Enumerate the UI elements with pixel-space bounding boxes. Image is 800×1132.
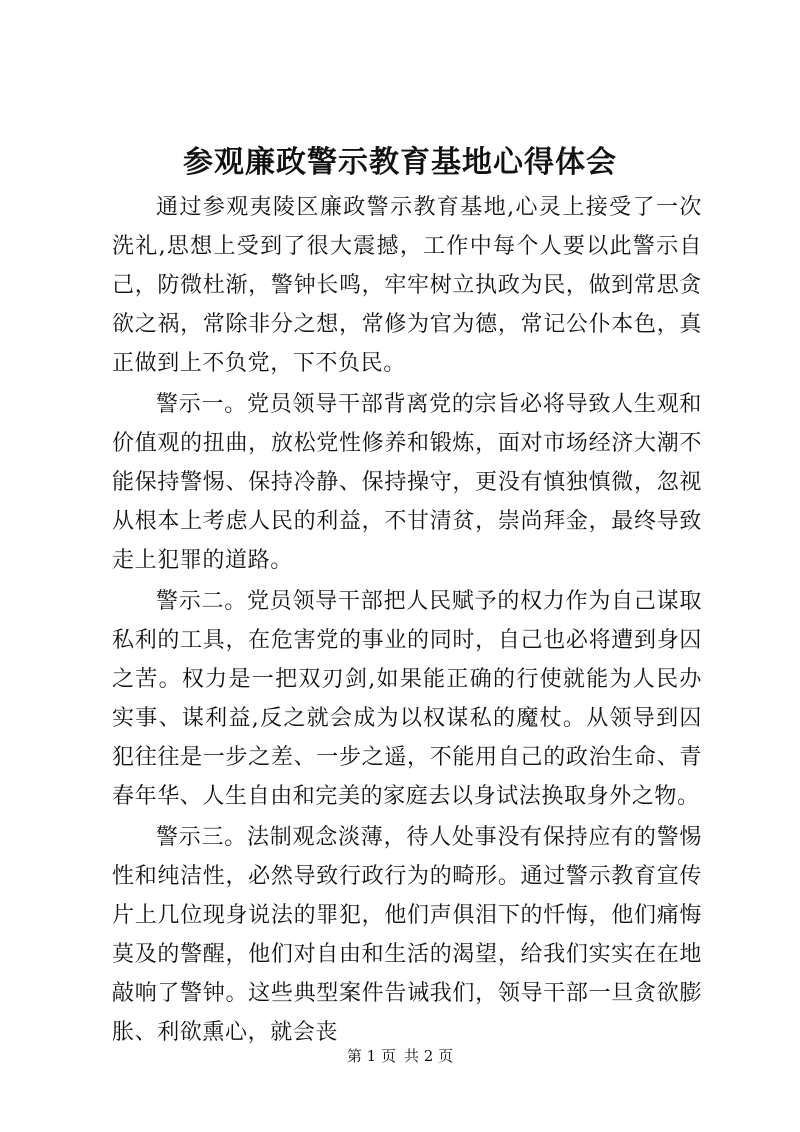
document-title: 参观廉政警示教育基地心得体会 bbox=[183, 145, 617, 180]
paragraph-warning-one: 警示一。党员领导干部背离党的宗旨必将导致人生观和价值观的扭曲，放松党性修养和锻炼，面对市场经济大潮不能保持警惕、保持冷静、保持操守，更没有慎独慎微，忽视从根本上考虑人民的利益，不甘清贫，崇尚拜金，最终导致走上犯罪的道路。 bbox=[112, 392, 702, 573]
paragraph-warning-three: 警示三。法制观念淡薄，待人处事没有保持应有的警惕性和纯洁性，必然导致行政行为的畸形。通过警示教育宣传片上几位现身说法的罪犯，他们声俱泪下的忏悔，他们痛悔莫及的警醒，他们对自由和生活的渴望，给我们实实在在地敲响了警钟。这些典型案件告诫我们，领导干部一旦贪欲膨胀、利欲熏心，就会丧 bbox=[112, 825, 702, 1045]
paragraph-warning-two: 警示二。党员领导干部把人民赋予的权力作为自己谋取私利的工具，在危害党的事业的同时，自己也必将遭到身囚之苦。权力是一把双刃剑,如果能正确的行使就能为人民办实事、谋利益,反之就会成为以权谋私的魔杖。从领导到囚犯往往是一步之差、一步之遥，不能用自己的政治生命、青春年华、人生自由和完美的家庭去以身试法换取身外之物。 bbox=[112, 589, 702, 809]
document-body bbox=[112, 188, 702, 1054]
page-footer bbox=[0, 1046, 800, 1066]
paragraph-intro: 通过参观夷陵区廉政警示教育基地,心灵上接受了一次洗礼,思想上受到了很大震撼，工作中每个人要以此警示自己，防微杜渐，警钟长鸣，牢牢树立执政为民，做到常思贪欲之祸，常除非分之想，常修为官为德，常记公仆本色，真正做到上不负党，下不负民。 bbox=[112, 195, 702, 376]
page-number: 第 1 页 bbox=[346, 1047, 396, 1065]
page-total: 共 2 页 bbox=[404, 1047, 454, 1065]
